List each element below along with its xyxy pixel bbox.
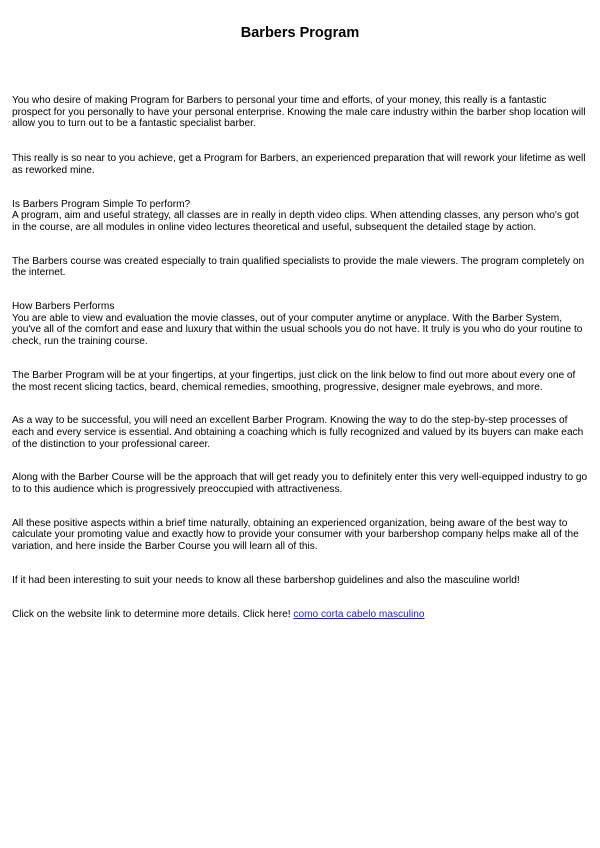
section-heading: How Barbers Performs — [12, 301, 115, 313]
section-heading: Is Barbers Program Simple To perform? — [12, 198, 191, 210]
paragraph-interesting — [12, 575, 588, 587]
paragraph-closing — [12, 609, 588, 621]
paragraph-approach — [12, 472, 588, 495]
paragraph-positive-aspects — [12, 518, 588, 553]
paragraph-successful — [12, 415, 588, 450]
paragraph-text: You are able to view and evaluation the movie classes, out of your computer anytime or anyplace. With the Barber System, you've all of the comfort and ease and luxury that within the usual schools you do not have. It truly is you who do your routine to check, run the training course. — [12, 312, 583, 348]
paragraph-text: If it had been interesting to suit your needs to know all these barbershop guidelines and also the masculine world! — [12, 574, 520, 586]
paragraph-achieve — [12, 153, 588, 176]
paragraph-intro — [12, 95, 588, 130]
paragraph-simple-to-perform — [12, 199, 588, 234]
paragraph-text: Along with the Barber Course will be the approach that will get ready you to definitely enter this very well-equipped industry to go to to this audience which is progressively preoccupied with attractiveness. — [12, 472, 588, 496]
paragraph-text: A program, aim and useful strategy, all classes are in really in depth video clips. When attending classes, any person who's got in the course, are all modules in online video lectures theoretical and useful, subsequent the detailed stage by action. — [12, 210, 579, 233]
paragraph-text: The Barber Program will be at your fingertips, at your fingertips, just click on the link below to find out more about every one of the most recent slicing tactics, beard, chemical remedies, smoothing, progressive, designer male eyebrows, and more. — [12, 369, 576, 393]
paragraph-text: This really is so near to you achieve, get a Program for Barbers, an experienced preparation that will rework your lifetime as well as reworked mine. — [12, 153, 586, 176]
paragraph-text: As a way to be successful, you will need an excellent Barber Program. Knowing the way to do the step-by-step processes of each and every service is essential. And obtaining a coaching which is fully recognized and valued by its buyers can make each of the distinction to your professional career. — [12, 415, 584, 450]
external-link[interactable]: como corta cabelo masculino — [293, 608, 425, 620]
page-title: Barbers Program — [240, 25, 360, 41]
document-body — [12, 95, 588, 642]
closing-text: Click on the website link to determine more details. Click here! — [12, 608, 291, 620]
paragraph-how-performs — [12, 301, 588, 348]
paragraph-text: The Barbers course was created especially to train qualified specialists to provide the male viewers. The program completely on the internet. — [12, 255, 585, 279]
paragraph-text: All these positive aspects within a brief time naturally, obtaining an experienced organization, being aware of the best way to calculate your promoting value and exactly how to provide your consumer with your barbershop company helps make all of the variation, and here inside the Barber Course you will learn all of this. — [12, 517, 579, 553]
paragraph-course-created — [12, 256, 588, 279]
paragraph-fingertips — [12, 370, 588, 393]
paragraph-text: You who desire of making Program for Barbers to personal your time and efforts, of your money, this really is a fantastic prospect for you personally to have your personal enterprise. Knowing the male care industry within the barber shop location will allow you to turn out to be a fantastic specialist barber. — [12, 95, 586, 130]
